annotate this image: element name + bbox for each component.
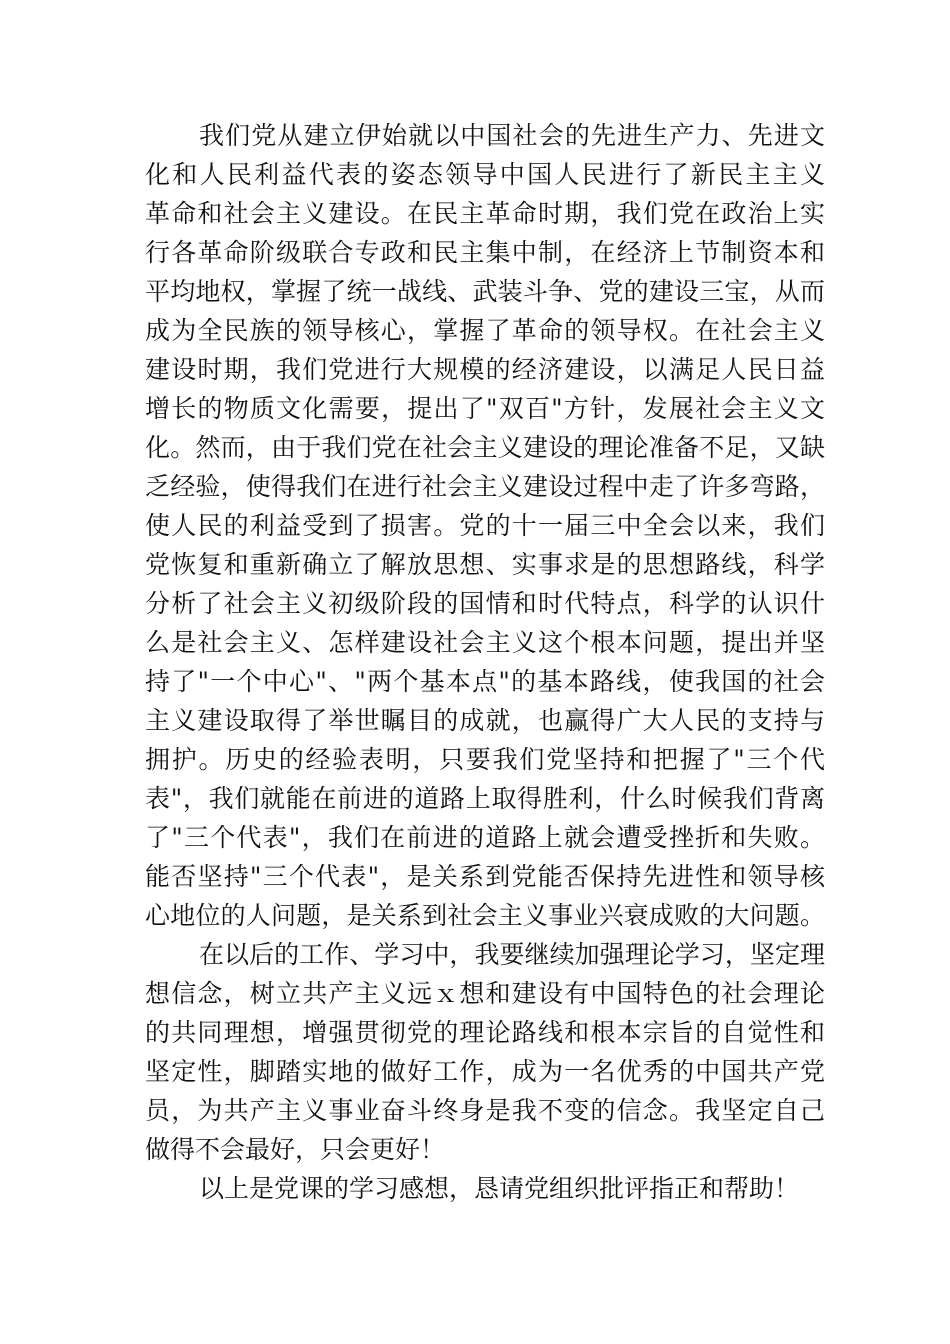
- paragraph-line: 了"三个代表"，我们在前进的道路上就会遭受挫折和失败。: [145, 823, 825, 852]
- paragraph-line: 化。然而，由于我们党在社会主义建设的理论准备不足，又缺: [145, 433, 825, 462]
- paragraph-line: 持了"一个中心"、"两个基本点"的基本路线，使我国的社会: [145, 667, 825, 696]
- paragraph-line: 行各革命阶级联合专政和民主集中制，在经济上节制资本和: [145, 238, 825, 267]
- paragraph-2: [145, 935, 825, 1169]
- paragraph-line: 分析了社会主义初级阶段的国情和时代特点，科学的认识什: [145, 589, 825, 618]
- paragraph-line: 员，为共产主义事业奋斗终身是我不变的信念。我坚定自己: [145, 1096, 825, 1125]
- paragraph-line: 的共同理想，增强贯彻党的理论路线和根本宗旨的自觉性和: [145, 1018, 825, 1047]
- paragraph-line: 坚定性，脚踏实地的做好工作，成为一名优秀的中国共产党: [145, 1057, 825, 1086]
- paragraph-line: 在以后的工作、学习中，我要继续加强理论学习，坚定理: [199, 940, 825, 969]
- paragraph-line: 能否坚持"三个代表"，是关系到党能否保持先进性和领导核: [145, 862, 825, 891]
- paragraph-line: 表"，我们就能在前进的道路上取得胜利，什么时候我们背离: [145, 784, 825, 813]
- paragraph-line: 使人民的利益受到了损害。党的十一届三中全会以来，我们: [145, 511, 825, 540]
- paragraph-line: 党恢复和重新确立了解放思想、实事求是的思想路线，科学: [145, 550, 825, 579]
- paragraph-line: 我们党从建立伊始就以中国社会的先进生产力、先进文: [199, 121, 825, 150]
- paragraph-line: 化和人民利益代表的姿态领导中国人民进行了新民主主义: [145, 160, 825, 189]
- paragraph-line: 成为全民族的领导核心，掌握了革命的领导权。在社会主义: [145, 316, 825, 345]
- paragraph-line: 主义建设取得了举世瞩目的成就，也赢得广大人民的支持与: [145, 706, 825, 735]
- paragraph-line: 心地位的人问题，是关系到社会主义事业兴衰成败的大问题。: [145, 901, 825, 930]
- paragraph-1: [145, 116, 825, 935]
- paragraph-line: 革命和社会主义建设。在民主革命时期，我们党在政治上实: [145, 199, 825, 228]
- paragraph-line: 平均地权，掌握了统一战线、武装斗争、党的建设三宝，从而: [145, 277, 825, 306]
- paragraph-line: 增长的物质文化需要，提出了"双百"方针，发展社会主义文: [145, 394, 825, 423]
- paragraph-line: 建设时期，我们党进行大规模的经济建设，以满足人民日益: [145, 355, 825, 384]
- paragraph-line: 以上是党课的学习感想，恳请党组织批评指正和帮助！: [199, 1174, 800, 1203]
- paragraph-line: 乏经验，使得我们在进行社会主义建设过程中走了许多弯路，: [145, 472, 825, 501]
- document-body: [145, 116, 825, 1208]
- paragraph-line: 拥护。历史的经验表明，只要我们党坚持和把握了"三个代: [145, 745, 825, 774]
- paragraph-line: 么是社会主义、怎样建设社会主义这个根本问题，提出并坚: [145, 628, 825, 657]
- paragraph-line: 想信念，树立共产主义远ｘ想和建设有中国特色的社会理论: [145, 979, 825, 1008]
- paragraph-3: [145, 1169, 825, 1208]
- paragraph-line: 做得不会最好，只会更好！: [145, 1135, 446, 1164]
